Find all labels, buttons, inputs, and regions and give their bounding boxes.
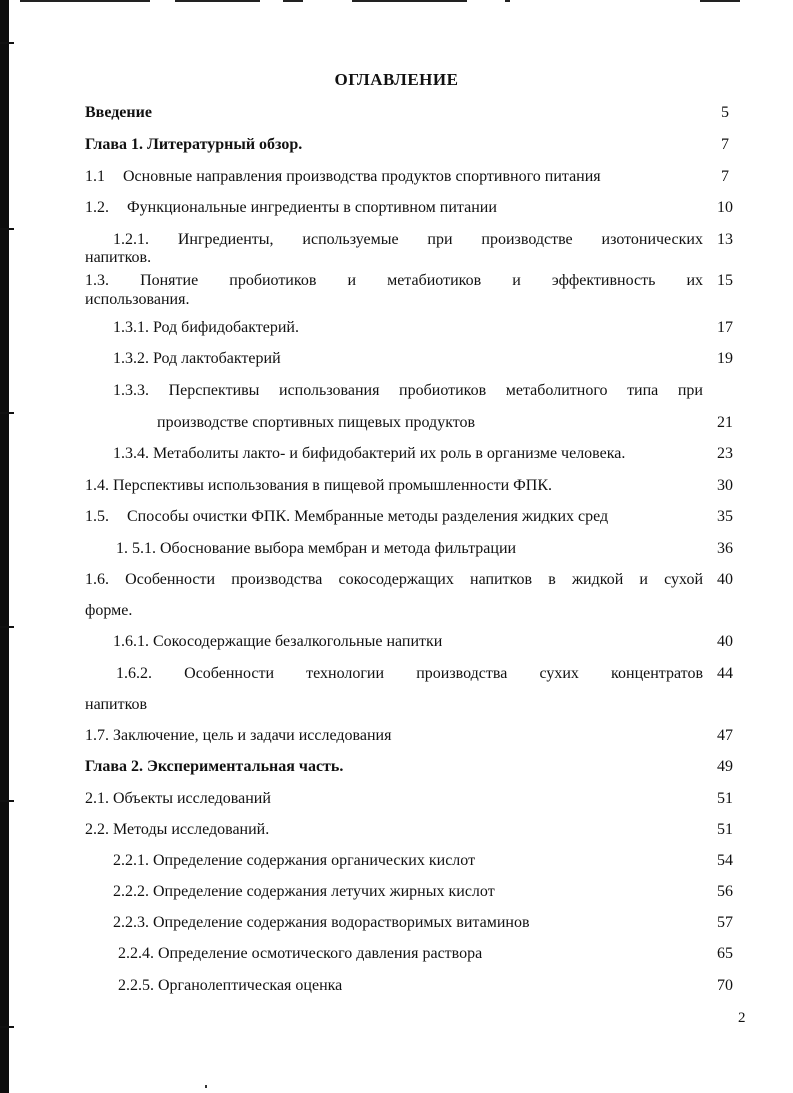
toc-entry-label: 1.4. Перспективы использования в пищевой промышленности ФПК. (85, 477, 552, 494)
toc-entry-page: 7 (721, 136, 729, 153)
toc-entry (113, 445, 731, 463)
scan-edge-line (283, 0, 303, 2)
toc-entry-page: 17 (717, 319, 733, 336)
toc-entry-page: 10 (717, 199, 733, 216)
toc-entry-continuation: напитков (85, 696, 148, 713)
toc-entry-continuation: использования. (85, 291, 190, 308)
scan-dust (205, 1085, 207, 1088)
toc-entry (118, 945, 736, 963)
toc-entry-page: 40 (717, 633, 733, 650)
page-title: ОГЛАВЛЕНИЕ (334, 70, 459, 89)
toc-entry-label: Введение (85, 104, 152, 121)
toc-entry-page: 49 (717, 758, 733, 775)
toc-entry-page: 51 (717, 821, 733, 838)
toc-entry-line: 1.3.3. Перспективы использования пробиотиков метаболитного типа при (113, 382, 703, 399)
toc-entry-continuation: производстве спортивных пищевых продуктов (157, 414, 476, 431)
toc-entry-page: 70 (717, 977, 733, 994)
toc-entry (85, 821, 703, 839)
toc-entry-label: 2.2. Методы исследований. (85, 821, 270, 838)
toc-entry-page: 19 (717, 350, 733, 367)
toc-entry-page: 56 (717, 883, 733, 900)
scan-edge-line (505, 0, 510, 2)
scan-edge-line (700, 0, 740, 2)
toc-entry-label: 2.2.2. Определение содержания летучих жирных кислот (113, 883, 495, 900)
toc-entry-page: 7 (721, 168, 729, 185)
scan-edge-line (175, 0, 260, 2)
scan-mark (0, 1026, 14, 1028)
toc-entry (113, 852, 731, 870)
toc-entry-page: 30 (717, 477, 733, 494)
toc-entry-page: 65 (717, 945, 733, 962)
toc-entry-label: Способы очистки ФПК. Мембранные методы разделения жидких сред (127, 508, 609, 525)
scan-mark (0, 228, 14, 230)
toc-entry (113, 319, 731, 337)
toc-entry-number: 1.5. (85, 508, 109, 525)
toc-entry-label: 1.3.1. Род бифидобактерий. (113, 319, 299, 336)
toc-entry (116, 540, 734, 558)
toc-entry-page: 54 (717, 852, 733, 869)
scan-edge-line (352, 0, 467, 2)
toc-entry-page: 57 (717, 914, 733, 931)
toc-entry (85, 477, 703, 495)
toc-entry (113, 883, 731, 901)
toc-entry-page: 35 (717, 508, 733, 525)
toc-entry-page: 36 (717, 540, 733, 557)
toc-entry-number: 1.1 (85, 168, 105, 185)
toc-entry-label: 1.3.2. Род лактобактерий (113, 350, 281, 367)
toc-entry-chapter-2 (85, 758, 703, 776)
toc-entry-page: 51 (717, 790, 733, 807)
toc-entry-label: 2.2.5. Органолептическая оценка (118, 977, 343, 994)
toc-entry-label: Функциональные ингредиенты в спортивном питании (127, 199, 497, 216)
toc-entry (85, 508, 703, 526)
toc-entry-label: 2.2.3. Определение содержания водорастворимых витаминов (113, 914, 530, 931)
toc-entry (85, 168, 703, 186)
scan-mark (0, 412, 14, 414)
toc-entry-label: 1.6.1. Сокосодержащие безалкогольные напитки (113, 633, 443, 650)
toc-entry-page: 23 (717, 445, 733, 462)
toc-entry (85, 790, 703, 808)
toc-entry-label: Глава 2. Экспериментальная часть. (85, 758, 344, 775)
toc-entry-label: Глава 1. Литературный обзор. (85, 136, 303, 153)
toc-entry-line: 1.2.1. Ингредиенты, используемые при производстве изотонических (113, 231, 703, 248)
toc-entry-page: 13 (717, 231, 733, 248)
scan-mark (0, 800, 14, 802)
scan-edge-line (20, 0, 150, 2)
toc-entry-number: 1.2. (85, 199, 109, 216)
toc-entry-page: 5 (721, 104, 729, 121)
toc-entry (113, 914, 731, 932)
toc-entry-continuation: напитков. (85, 249, 152, 266)
toc-entry-label: 1.7. Заключение, цель и задачи исследования (85, 727, 392, 744)
toc-entry (118, 977, 736, 995)
toc-entry-label: 2.2.1. Определение содержания органических кислот (113, 852, 476, 869)
toc-entry-page: 47 (717, 727, 733, 744)
scan-edge-shadow (0, 0, 9, 1093)
toc-entry-line: 1.6.2. Особенности технологии производства сухих концентратов (116, 665, 703, 682)
toc-entry-page: 15 (717, 272, 733, 289)
toc-entry-label: Основные направления производства продуктов спортивного питания (123, 168, 601, 185)
toc-entry-label: 1.3.4. Метаболиты лакто- и бифидобактерий их роль в организме человека. (113, 445, 626, 462)
toc-entry-label: 2.2.4. Определение осмотического давления раствора (118, 945, 483, 962)
toc-entry-line: 1.6. Особенности производства сокосодержащих напитков в жидкой и сухой (85, 571, 703, 588)
toc-entry-label: 2.1. Объекты исследований (85, 790, 271, 807)
toc-entry-label: 1. 5.1. Обоснование выбора мембран и метода фильтрации (116, 540, 517, 557)
page-number: 2 (738, 1010, 746, 1026)
toc-entry-continuation: форме. (85, 602, 133, 619)
toc-entry-page: 44 (717, 665, 733, 682)
scan-mark (0, 42, 14, 44)
toc-entry-page: 21 (717, 414, 733, 431)
toc-entry (85, 199, 703, 217)
toc-entry (85, 727, 703, 745)
toc-entry-introduction (85, 104, 703, 122)
toc-entry-line: 1.3. Понятие пробиотиков и метабиотиков и эффективность их (85, 272, 703, 289)
scan-mark (0, 626, 14, 628)
toc-entry (113, 633, 731, 651)
toc-entry-chapter-1 (85, 136, 703, 154)
toc-entry-page: 40 (717, 571, 733, 588)
toc-entry (113, 350, 731, 368)
